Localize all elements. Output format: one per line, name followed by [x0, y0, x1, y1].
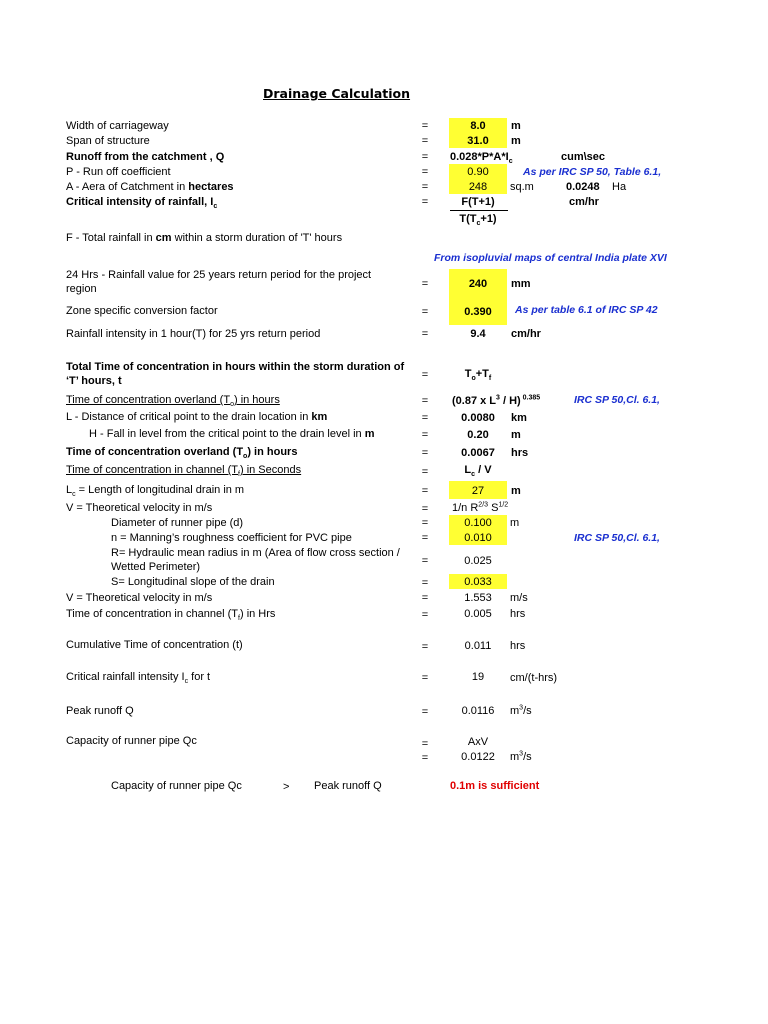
row-label: R= Hydraulic mean radius in m (Area of flow cross section / Wetted Perimeter)	[111, 547, 400, 573]
row-label: Time of concentration overland $(T_o)$ in hours	[66, 394, 280, 409]
equals-sign: =	[421, 447, 429, 459]
comparison-operator: >	[283, 781, 290, 793]
row-label: Time of concentration in channel $(T_f)$ in Seconds	[66, 464, 302, 479]
equals-sign: =	[421, 278, 429, 290]
total-tc-formula: $T_o+T_f$	[464, 368, 492, 383]
unit: hrs	[510, 640, 526, 652]
row-label: $L_c$ = Length of longitudinal drain in m	[66, 484, 245, 499]
row-label: Cumulative Time of concentration (t)	[66, 639, 243, 651]
unit: m	[511, 135, 521, 147]
s-value: 0.033	[464, 576, 492, 588]
reference-note: As per table 6.1 of IRC SP 42	[515, 304, 658, 316]
row-label: Total Time of concentration in hours within the storm duration of ‘T’ hours, t	[66, 361, 405, 387]
intensity1-value: 9.4	[470, 328, 486, 340]
cap-value: 0.0122	[461, 751, 495, 763]
cap-formula: AxV	[467, 736, 489, 748]
equals-sign: =	[421, 429, 429, 441]
row-label: Time of concentration in channel $(T_f)$ in Hrs	[66, 608, 276, 623]
equals-sign: =	[421, 503, 429, 515]
fraction-bar	[450, 210, 508, 211]
row-label: Critical intensity of rainfall, $I_c$	[66, 196, 218, 211]
row-label: V = Theoretical velocity in m/s	[66, 502, 213, 514]
equals-sign: =	[421, 306, 429, 318]
equals-sign: =	[421, 485, 429, 497]
n-value: 0.010	[464, 532, 492, 544]
tf-value: 0.005	[464, 608, 492, 620]
row-label: 24 Hrs - Rainfall value for 25 years return period for the project region	[66, 269, 372, 295]
l-value: 0.0080	[461, 412, 495, 424]
unit: sq.m	[510, 181, 534, 193]
equals-sign: =	[421, 738, 429, 750]
equals-sign: =	[421, 196, 429, 208]
crit-value: 19	[471, 671, 485, 683]
equals-sign: =	[421, 412, 429, 424]
row-label: S= Longitudinal slope of the drain	[111, 576, 275, 588]
d-value: 0.100	[464, 517, 492, 529]
reference-note: From isopluvial maps of central India plate XVI	[434, 252, 667, 264]
page-title: Drainage Calculation	[263, 86, 411, 101]
unit: $m^3/s$	[510, 704, 532, 717]
equals-sign: =	[421, 166, 429, 178]
reference-note: IRC SP 50,Cl. 6.1,	[574, 532, 660, 544]
row-label: Runoff from the catchment , Q	[66, 151, 225, 163]
unit: m	[511, 120, 521, 132]
unit: m/s	[510, 592, 528, 604]
zone-value: 0.390	[464, 306, 492, 318]
to-formula: (0.87 x $L^3 / H$) $^{0.385}$	[452, 394, 541, 407]
equals-sign: =	[421, 369, 429, 381]
unit: m	[511, 429, 521, 441]
row-label: Capacity of runner pipe Qc	[66, 735, 197, 747]
unit: cm/(t-hrs)	[510, 672, 558, 684]
row-label: Width of carriageway	[66, 120, 169, 132]
row-label: Zone specific conversion factor	[66, 305, 218, 317]
conclusion-right: Peak runoff Q	[314, 780, 382, 792]
equals-sign: =	[421, 135, 429, 147]
ic-numerator: F(T+1)	[461, 196, 495, 208]
row-label: A - Aera of Catchment in hectares	[66, 181, 234, 193]
row-label: H - Fall in level from the critical point to the drain level in m	[89, 428, 375, 440]
equals-sign: =	[421, 706, 429, 718]
v-formula: 1/n $R^{2/3}$ $S^{1/2}$	[452, 501, 509, 514]
row-label: V = Theoretical velocity in m/s	[66, 592, 213, 604]
unit: cm/hr	[511, 328, 541, 340]
peak-value: 0.0116	[461, 705, 495, 717]
unit: mm	[511, 278, 531, 290]
equals-sign: =	[421, 672, 429, 684]
equals-sign: =	[421, 532, 429, 544]
rain24-value: 240	[468, 278, 488, 290]
equals-sign: =	[421, 517, 429, 529]
tf-formula: $L_c$ / V	[464, 464, 492, 479]
equals-sign: =	[421, 328, 429, 340]
unit: km	[511, 412, 527, 424]
r-value: 0.025	[464, 555, 492, 567]
equals-sign: =	[421, 609, 429, 621]
ic-denominator: $T(T_c+1)$	[459, 213, 497, 228]
a-value: 248	[468, 181, 488, 193]
span-value: 31.0	[467, 135, 489, 147]
row-label: Peak runoff Q	[66, 705, 134, 717]
unit: m	[510, 517, 520, 529]
row-label: Rainfall intensity in 1 hour(T) for 25 yrs return period	[66, 328, 321, 340]
a-value-ha: 0.0248	[566, 181, 600, 193]
p-value: 0.90	[467, 166, 489, 178]
unit: Ha	[612, 181, 627, 193]
unit: cm/hr	[569, 196, 599, 208]
unit: cum\sec	[561, 151, 606, 163]
equals-sign: =	[421, 641, 429, 653]
row-label: Critical rainfall intensity $I_c$ for t	[66, 671, 211, 686]
equals-sign: =	[421, 395, 429, 407]
lc-value: 27	[471, 485, 485, 497]
row-label: Diameter of runner pipe (d)	[111, 517, 244, 529]
equals-sign: =	[421, 120, 429, 132]
equals-sign: =	[421, 592, 429, 604]
unit: hrs	[510, 608, 526, 620]
row-label: Time of concentration overland $(T_o)$ in hours	[66, 446, 298, 461]
conclusion-left: Capacity of runner pipe Qc	[111, 780, 242, 792]
unit: hrs	[511, 447, 529, 459]
row-label: P - Run off coefficient	[66, 166, 171, 178]
unit: m	[511, 485, 521, 497]
equals-sign: =	[421, 151, 429, 163]
unit: $m^3/s$	[510, 750, 532, 763]
equals-sign: =	[421, 555, 429, 567]
row-label: F - Total rainfall in cm within a storm duration of 'T' hours	[66, 232, 343, 244]
reference-note: IRC SP 50,Cl. 6.1,	[574, 394, 660, 406]
equals-sign: =	[421, 577, 429, 589]
reference-note: As per IRC SP 50, Table 6.1,	[523, 166, 662, 178]
row-label: Span of structure	[66, 135, 150, 147]
h-value: 0.20	[467, 429, 489, 441]
width-value: 8.0	[470, 120, 486, 132]
to-value: 0.0067	[461, 447, 495, 459]
equals-sign: =	[421, 466, 429, 478]
row-label: L - Distance of critical point to the drain location in km	[66, 411, 328, 423]
runoff-formula: $0.028*P*A*I_c$	[450, 151, 513, 166]
v-value: 1.553	[464, 592, 492, 604]
equals-sign: =	[421, 181, 429, 193]
cum-value: 0.011	[464, 640, 492, 652]
row-label: n = Manning’s roughness coefficient for PVC pipe	[111, 532, 352, 544]
conclusion-result: 0.1m is sufficient	[450, 780, 540, 792]
equals-sign: =	[421, 752, 429, 764]
